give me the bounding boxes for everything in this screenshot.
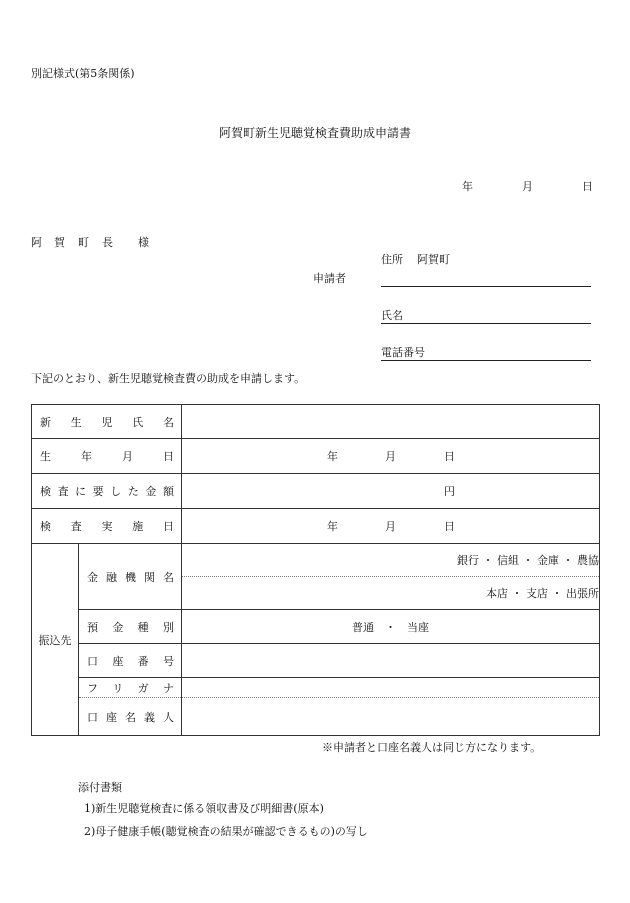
birth-date-label: 生 年 月 日 bbox=[32, 439, 182, 474]
table-row bbox=[32, 544, 600, 577]
note-text: ※申請者と口座名義人は同じ方になります。 bbox=[322, 741, 542, 754]
exam-amount-label: 検 査 に 要 し た 金 額 bbox=[32, 474, 182, 509]
account-holder-field[interactable] bbox=[182, 698, 600, 736]
attachment-item: 2)母子健康手帳(聴覚検査の結果が確認できるもの)の写し bbox=[84, 825, 368, 838]
deposit-type-label: 預 金 種 別 bbox=[79, 610, 182, 644]
ymd-year: 年 bbox=[327, 450, 338, 463]
table-row bbox=[32, 509, 600, 544]
newborn-name-label: 新 生 児 氏 名 bbox=[32, 405, 182, 439]
addressee-char: 賀 bbox=[54, 236, 65, 249]
application-table bbox=[31, 404, 600, 736]
newborn-name-field[interactable] bbox=[182, 405, 600, 439]
account-holder-label: 口 座 名 義 人 bbox=[79, 698, 182, 736]
address-value: 阿賀町 bbox=[417, 253, 450, 266]
ymd-year: 年 bbox=[327, 520, 338, 533]
furigana-field[interactable] bbox=[182, 678, 600, 698]
phone-label: 電話番号 bbox=[381, 346, 425, 359]
bank-name-label: 金 融 機 関 名 bbox=[79, 544, 182, 610]
date-day: 日 bbox=[582, 180, 593, 193]
ymd-month: 月 bbox=[385, 450, 396, 463]
account-number-label: 口 座 番 号 bbox=[79, 644, 182, 678]
attachments-heading: 添付書類 bbox=[78, 781, 122, 794]
addressee-char: 様 bbox=[138, 236, 149, 249]
transfer-label: 振込先 bbox=[32, 544, 79, 736]
ymd-day: 日 bbox=[444, 520, 455, 533]
name-underline bbox=[381, 323, 591, 324]
addressee-char: 阿 bbox=[31, 236, 42, 249]
birth-date-field[interactable] bbox=[182, 439, 600, 474]
table-row bbox=[32, 698, 600, 736]
applicant-label: 申請者 bbox=[313, 272, 346, 285]
branch-types-field[interactable]: 本店 ・ 支店 ・ 出張所 bbox=[182, 577, 600, 610]
bank-types-field[interactable]: 銀行 ・ 信組 ・ 金庫 ・ 農協 bbox=[182, 544, 600, 577]
table-row bbox=[32, 474, 600, 509]
name-label: 氏名 bbox=[381, 309, 403, 322]
table-row bbox=[32, 644, 600, 678]
exam-amount-field[interactable] bbox=[182, 474, 600, 509]
attachment-item: 1)新生児聴覚検査に係る領収書及び明細書(原本) bbox=[84, 802, 324, 815]
phone-underline bbox=[381, 360, 591, 361]
addressee-char: 長 bbox=[102, 236, 113, 249]
date-month: 月 bbox=[522, 180, 533, 193]
table-row bbox=[32, 610, 600, 644]
table-row bbox=[32, 439, 600, 474]
yen-unit: 円 bbox=[444, 485, 455, 498]
address-label: 住所 bbox=[381, 253, 403, 266]
deposit-options-field[interactable]: 普通 ・ 当座 bbox=[182, 610, 600, 644]
account-number-field[interactable] bbox=[182, 644, 600, 678]
exam-date-label: 検 査 実 施 日 bbox=[32, 509, 182, 544]
form-title: 阿賀町新生児聴覚検査費助成申請書 bbox=[218, 126, 411, 140]
date-year: 年 bbox=[462, 180, 473, 193]
ymd-month: 月 bbox=[385, 520, 396, 533]
form-style-label: 別記様式(第5条関係) bbox=[31, 67, 135, 80]
intro-text: 下記のとおり、新生児聴覚検査費の助成を申請します。 bbox=[31, 372, 306, 385]
addressee-char: 町 bbox=[78, 236, 89, 249]
table-row bbox=[32, 405, 600, 439]
address-underline bbox=[381, 286, 591, 287]
ymd-day: 日 bbox=[444, 450, 455, 463]
furigana-label: フ リ ガ ナ bbox=[79, 678, 182, 698]
exam-date-field[interactable] bbox=[182, 509, 600, 544]
table-row bbox=[32, 678, 600, 698]
